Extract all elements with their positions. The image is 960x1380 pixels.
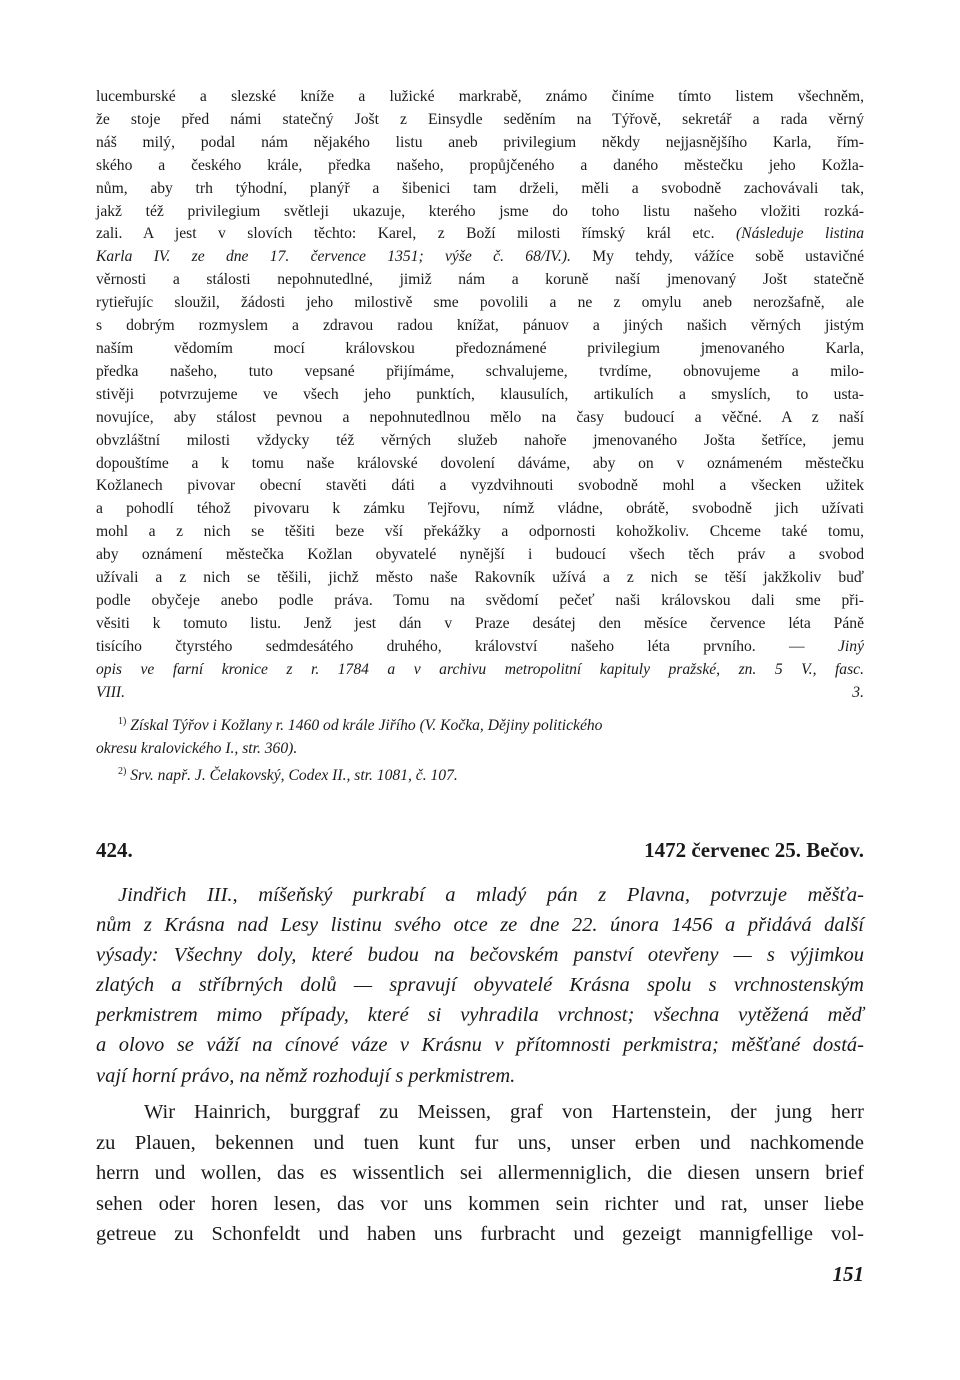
german-text — [96, 1097, 864, 1250]
text-segment: tisícího čtyrstého sedmdesátého druhého, království našeho léta prvního. — [96, 637, 756, 655]
text-line: Kožlanech pivovar obecní stavěti dáti a vyzdvihnouti svobodně mohl a všecken užitek — [96, 477, 864, 495]
charter-text — [96, 86, 864, 704]
text-line: náš milý, podal nám nějakého listu aneb privilegium někdy nejjasnějšího Karla, řím- — [96, 133, 864, 151]
text-line: ského a českého krále, předka našeho, propůjčeného a daného městečku jeho Kožla- — [96, 156, 864, 174]
footnote — [96, 710, 864, 737]
text-line: nům, aby trh týhodní, planýř a šibenici tam drželi, měli a svobodně zachovávali tak, — [96, 179, 864, 197]
text-line: s dobrým rozmyslem a zdravou radou knížat, pánuov a jiných našich věrných jistým — [96, 317, 864, 335]
regest-line: vají horní právo, na němž rozhodují s perkmistrem. — [96, 1064, 516, 1087]
text-line — [96, 636, 864, 659]
footnotes — [96, 710, 864, 787]
footnote-text: Získal Týřov i Kožlany r. 1460 od krále Jiřího (V. Kočka, Dějiny politického — [130, 717, 603, 734]
editor-note: Karla IV. ze dne 17. července 1351; výše č. 68/IV.). — [96, 248, 571, 266]
regest-line: Jindřich III., míšeňský purkrabí a mladý pán z Plavna, potvrzuje měšťa- — [118, 884, 864, 906]
dash: — — [755, 637, 839, 655]
text-line: opis ve farní kronice z r. 1784 a v archivu metropolitní kapituly pražské, zn. 5 V., fasc. — [96, 660, 864, 678]
text-line: užívali a z nich se těšili, jichž město naše Rakovník užívá a z nich se těší jakžkoliv buď — [96, 569, 864, 587]
regest-line: perkmistrem mimo případy, které si vyhradila vrchnost; všechna vytěžená měď — [96, 1004, 864, 1027]
german-line: zu Plauen, bekennen und tuen kunt fur uns, unser erben und nachkomende — [96, 1131, 864, 1154]
text-line: a pohodlí téhož pivovaru k zámku Tejřovu, nímž vládne, obrátě, svobodně jich užívati — [96, 500, 864, 518]
regest-line: zlatých a stříbrných dolů — spravují obyvatelé Krásna spolu s vrchnostenským — [96, 974, 864, 997]
german-line: getreue zu Schonfeldt und haben uns furbracht und gezeigt mannigfellige vol- — [96, 1223, 864, 1245]
text-line: rytieřujíc sloužil, žádosti jeho milostivě sme povolili a ne z omylu aneb nerozšafně, ale — [96, 294, 864, 312]
editor-note: (Následuje listina — [735, 225, 864, 243]
text-line: že stoje před námi statečný Jošt z Einsydle seděním na Týřově, sekretář a rada věrný — [96, 110, 864, 128]
regest — [96, 880, 864, 1091]
text-segment: My tehdy, vážíce sobě ustavičné — [570, 248, 864, 266]
text-line: naším vědomím mocí královskou předoznámené privilegium jmenovaného Karla, — [96, 339, 864, 357]
text-line: věsiti k tomuto listu. Jenž jest dán v Praze desátej den měsíce července léta Páně — [96, 614, 864, 632]
text-line: dopouštíme a k tomu naše královské dovolení dáváme, aby on v oznámeném městečku — [96, 454, 864, 472]
text-line: mohl a z nich se těšiti beze vší překážky a odpornosti kohožkoliv. Chceme také tomu, — [96, 523, 864, 541]
footnote-mark: 1) — [118, 716, 127, 727]
footnote-continuation: okresu kralovického I., str. 360). — [96, 740, 298, 757]
regest-line: výsady: Všechny doly, které budou na bečovském panství otevřeny — s výjimkou — [96, 944, 864, 967]
text-segment: zali. A jest v slovích těchto: Karel, z Boží milosti římský král etc. — [96, 225, 715, 243]
text-line: VIII. 3. — [96, 683, 864, 701]
footnote-mark: 2) — [118, 766, 127, 777]
footnote-text: Srv. např. J. Čelakovský, Codex II., str. 1081, č. 107. — [130, 767, 458, 784]
text-line — [96, 246, 864, 269]
text-line: novujíce, aby stálost pevnou a nepohnutedlnou mělo na časy budoucí a věčné. A z naší — [96, 408, 864, 426]
text-line: předka našeho, tuto vepsané přijímáme, schvalujeme, tvrdíme, obnovujeme a milo- — [96, 362, 864, 380]
text-line — [96, 223, 864, 246]
entry-date: 1472 červenec 25. Bečov. — [644, 838, 864, 862]
german-line: Wir Hainrich, burggraf zu Meissen, graf von Hartenstein, der jung herr — [144, 1101, 864, 1123]
entry-number: 424. — [96, 838, 133, 862]
text-line: obvzláštní milosti vždycky též věrných služeb nahoře jmenovaného Jošta šetříce, jemu — [96, 431, 864, 449]
regest-line: nům z Krásna nad Lesy listinu svého otce ze dne 22. února 1456 a přidává další — [96, 914, 864, 937]
footnote — [96, 760, 864, 787]
text-line: stivěji potvrzujeme ve všech jeho punktích, klausulích, artikulích a smyslích, to usta- — [96, 385, 864, 403]
page-number: 151 — [832, 1262, 864, 1286]
regest-line: a olovo se váží na cínové váze v Krásnu v přítomnosti perkmistra; měšťané dostá- — [96, 1034, 864, 1057]
text-line: jakž též privilegium světleji ukazuje, kterého jsme do toho listu našeho vložiti rozká- — [96, 202, 864, 220]
text-line: věrnosti a stálosti nepohnutedlné, jimiž nám a koruně naší jmenovaný Jošt statečně — [96, 271, 864, 289]
text-line: podle obyčeje anebo podle práva. Tomu na svědomí pečeť naši královskou dali sme při- — [96, 591, 864, 609]
german-line: sehen oder horen lesen, das vor uns kommen sein richter und rat, unser liebe — [96, 1192, 864, 1215]
text-line: aby oznámení městečka Kožlan obyvatelé nynější i budoucí všech těch práv a svobod — [96, 546, 864, 564]
german-line: herrn und wollen, das es wissentlich sei allermenniglich, die diesen unsern brief — [96, 1162, 864, 1184]
editor-note: Jiný — [838, 637, 864, 655]
entry-heading — [96, 838, 864, 868]
text-line: lucemburské a slezské kníže a lužické markrabě, známo činíme tímto listem všechněm, — [96, 88, 864, 105]
